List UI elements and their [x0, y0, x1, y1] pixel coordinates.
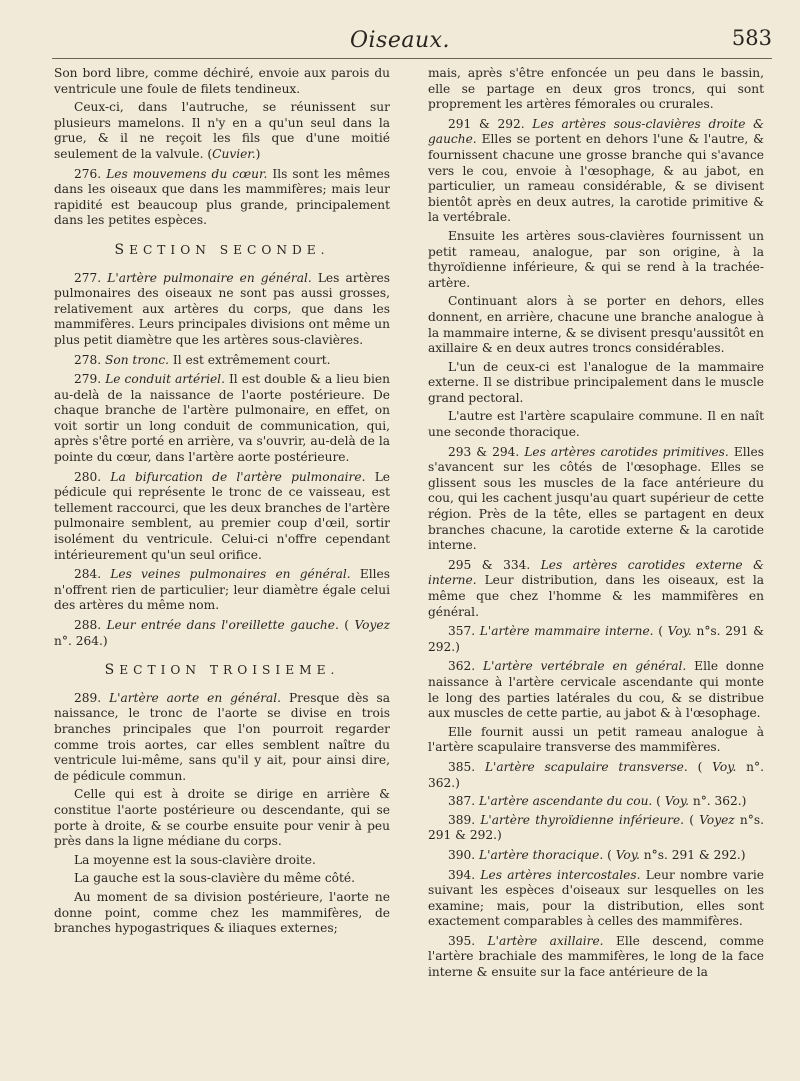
text-run: ( — [687, 759, 713, 774]
italic-text: Voy. — [712, 759, 737, 774]
paragraph — [428, 813, 764, 844]
text-run: Le pédicule qui représente le tronc de ce vaisseau, est tellement raccourci, que les deux branches de l'artère pulmonaire semblent, au premier coup d'œil, sortir isolément du ventricule. Celui-ci n'offre cependant intérieurement qu'un seul orifice. — [54, 469, 391, 562]
italic-text: Voy. — [667, 624, 692, 639]
text-run: 362. — [448, 659, 483, 674]
paragraph — [54, 100, 390, 162]
text-run: Les artères pulmonaires des oiseaux ne sont pas aussi grosses, relativement aux artères du corps, que dans les mammifères. Leurs principales divisions ont même un plus petit diamètre que les artères sous-clavières. — [54, 270, 390, 347]
text-run: 395. — [448, 933, 488, 948]
italic-text: L'artère aorte en général. — [109, 690, 282, 705]
paragraph — [428, 760, 764, 791]
paragraph — [428, 794, 764, 810]
italic-text: Les artères sous-clavières droite & gauche. — [428, 116, 764, 147]
text-run: 385. — [448, 759, 485, 774]
text-run: Elles se portent en dehors l'une & l'autre, & fournissent chacune une grosse branche qui s'avance vers le cou, envoie à l'œsophage, & au jabot, en particulier, un rameau considérable, & se divisent bientôt après en deux autres, la carotide primitive & la vertébrale. — [428, 132, 764, 225]
text-run: 389. — [448, 812, 481, 827]
paragraph — [428, 409, 764, 440]
text-run: L'autre est l'artère scapulaire commune. Il en naît une seconde thoracique. — [428, 409, 764, 440]
paragraph — [54, 470, 390, 564]
text-run: ( — [684, 812, 700, 827]
paragraph — [54, 271, 390, 349]
text-run: Presque dès sa naissance, le tronc de l'aorte se divise en trois branches principales que l'on pourroit regarder comme trois aortes, car elles semblent naître du ventricule lui-même, sans qu'il y ait, pour ainsi dire, de pédicule commun. — [54, 690, 390, 783]
text-run: Leur distribution, dans les oiseaux, est la même que chez l'homme & les mammifères en général. — [428, 573, 764, 619]
italic-text: Voy. — [615, 847, 640, 862]
italic-text: Son tronc. — [105, 352, 170, 367]
paragraph — [428, 445, 764, 554]
paragraph — [54, 787, 390, 849]
paragraph — [428, 294, 764, 356]
text-run: L'un de ceux-ci est l'analogue de la mammaire externe. Il se distribue principalement dans le muscle grand pectoral. — [428, 359, 764, 405]
text-run: ( — [652, 794, 665, 809]
text-run: mais, après s'être enfoncée un peu dans le bassin, elle se partage en deux gros troncs, qui sont proprement les artères fémorales ou crurales. — [428, 66, 764, 112]
italic-text: Les mouvemens du cœur. — [106, 166, 268, 181]
text-run: Il est extrêmement court. — [169, 352, 331, 367]
italic-text: L'artère thyroïdienne inférieure. — [480, 812, 685, 827]
paragraph — [54, 618, 390, 649]
italic-text: L'artère mammaire interne. — [479, 624, 654, 639]
italic-text: La bifurcation de l'artère pulmonaire. — [110, 469, 366, 484]
text-run: 276. — [74, 166, 107, 181]
paragraph — [428, 360, 764, 407]
text-run: 277. — [74, 270, 108, 285]
italic-text: L'artère ascendante du cou. — [479, 794, 653, 809]
text-run: n°s. 291 & 292.) — [639, 847, 746, 862]
italic-text: Leur entrée dans l'oreillette gauche. — [106, 618, 339, 632]
text-run: Ensuite les artères sous-clavières fournissent un petit rameau, analogue, par son origine, à la thyroïdienne inférieure, & qui se rend à la trachée-artère. — [428, 228, 764, 290]
right-column — [428, 66, 764, 984]
text-run: ) — [255, 146, 261, 161]
text-run: ( — [338, 618, 355, 632]
text-run: Elle donne naissance à l'artère cervicale ascendante qui monte le long des parties latérales du cou, & se distribue aux muscles de cette partie, au jabot & à l'œsophage. — [428, 659, 764, 721]
italic-text: Les veines pulmonaires en général. — [110, 567, 351, 582]
italic-text: Les artères carotides externe & interne. — [428, 557, 764, 588]
text-run: 291 & 292. — [448, 116, 533, 131]
text-run: ( — [603, 847, 616, 862]
text-run: 289. — [74, 690, 110, 705]
text-run: 394. — [448, 867, 481, 882]
running-title: Oiseaux. — [349, 28, 451, 53]
paragraph — [428, 558, 764, 620]
text-run: n°. 362.) — [428, 759, 764, 790]
text-run: La gauche est la sous-clavière du même côté. — [74, 871, 355, 886]
paragraph — [54, 691, 390, 785]
paragraph — [428, 848, 764, 864]
text-run: Ceux-ci, dans l'autruche, se réunissent sur plusieurs mamelons. Il n'y en a qu'un seul dans la grue, & il ne reçoit les fils que d'une moitié seulement de la valvule. ( — [54, 100, 390, 161]
text-run: Au moment de sa division postérieure, l'aorte ne donne point, comme chez les mammifères, de branches hypogastriques & iliaques externes; — [54, 889, 390, 936]
paragraph — [428, 117, 764, 226]
paragraph — [54, 372, 390, 466]
text-run: Elles n'offrent rien de particulier; leur diamètre égale celui des artères du même nom. — [54, 567, 390, 613]
paragraph — [428, 934, 764, 981]
italic-text: Les artères intercostales. — [480, 867, 641, 882]
section-heading: SECTION SECONDE. — [114, 241, 330, 258]
italic-text: Cuvier. — [212, 146, 256, 161]
italic-text: Voyez — [699, 812, 735, 827]
paragraph — [54, 353, 390, 369]
text-run: 284. — [74, 567, 111, 582]
italic-text: L'artère thoracique. — [479, 847, 604, 862]
text-run: 293 & 294. — [448, 444, 525, 459]
text-run: 278. — [74, 352, 106, 367]
italic-text: L'artère pulmonaire en général. — [107, 270, 312, 285]
italic-text: Le conduit artériel. — [105, 372, 225, 387]
text-run: Son bord libre, comme déchiré, envoie aux parois du ventricule une foule de filets tendineux. — [54, 66, 390, 96]
text-run: ( — [653, 624, 668, 639]
paragraph — [428, 624, 764, 655]
italic-text: L'artère scapulaire transverse. — [484, 759, 688, 774]
page-number: 583 — [731, 26, 772, 50]
paragraph — [428, 229, 764, 291]
text-run: n°. 362.) — [688, 794, 747, 809]
paragraph — [54, 567, 390, 614]
text-run: 280. — [74, 469, 111, 484]
paragraph — [54, 167, 390, 229]
italic-text: Voyez — [354, 618, 390, 632]
text-run: 390. — [448, 847, 480, 862]
left-column — [54, 66, 390, 940]
italic-text: Voy. — [664, 794, 689, 809]
text-run: Il est double & a lieu bien au-delà de la naissance de l'aorte postérieure. De chaque branche de l'artère pulmonaire, en effet, on voit sortir un long conduit de communication, qui, après s'être porté en arrière, va s'ouvrir, au-delà de la pointe du cœur, dans l'artère aorte postérieure. — [54, 372, 390, 465]
text-run: n°. 264.) — [54, 633, 108, 648]
text-run: La moyenne est la sous-clavière droite. — [74, 852, 316, 867]
text-run: 288. — [74, 618, 107, 632]
section-heading: SECTION TROISIEME. — [104, 662, 340, 679]
text-run: 387. — [448, 794, 480, 809]
paragraph — [428, 868, 764, 930]
paragraph — [54, 871, 390, 887]
text-run: Ils sont les mêmes dans les oiseaux que dans les mammifères; mais leur rapidité est beaucoup plus grande, principalement dans les petites espèces. — [54, 166, 390, 228]
paragraph — [428, 659, 764, 721]
paragraph — [54, 853, 390, 869]
text-run: 279. — [74, 372, 106, 387]
text-run: 357. — [448, 624, 480, 639]
paragraph — [54, 890, 390, 937]
text-run: n°s. 291 & 292.) — [428, 812, 764, 843]
text-run: Elle descend, comme l'artère brachiale des mammifères, le long de la face interne & ensuite sur la face antérieure de la — [428, 933, 764, 980]
header-rule — [52, 58, 772, 59]
paragraph — [428, 725, 764, 756]
text-run: n°s. 291 & 292.) — [428, 624, 764, 654]
text-run: Celle qui est à droite se dirige en arrière & constitue l'aorte postérieure ou descendante, qui se porte à droite, & se courbe ensuite pour venir à peu près dans la ligne médiane du corps. — [54, 787, 390, 849]
italic-text: L'artère axillaire. — [487, 933, 604, 948]
paragraph — [54, 66, 390, 97]
page-header — [0, 22, 800, 58]
paragraph — [428, 66, 764, 113]
italic-text: L'artère vertébrale en général. — [483, 659, 687, 674]
text-run: Elle fournit aussi un petit rameau analogue à l'artère scapulaire transverse des mammifères. — [428, 724, 764, 755]
text-run: 295 & 334. — [448, 557, 541, 572]
text-run: Continuant alors à se porter en dehors, elles donnent, en arrière, chacune une branche analogue à la mammaire interne, & se divisent presqu'aussitôt en axillaire & en deux autres troncs considérables. — [428, 294, 764, 356]
text-run: Leur nombre varie suivant les espèces d'oiseaux sur lesquelles on les examine; mais, pour la distribution, elles sont exactement comparables à celles des mammifères. — [428, 867, 765, 929]
text-run: Elles s'avancent sur les côtés de l'œsophage. Elles se glissent sous les muscles de la face antérieure du cou, qui les cachent jusqu'au quart supérieur de cette région. Près de la tête, elles se partagent en deux branches chacune, la carotide externe & la carotide interne. — [428, 444, 764, 553]
italic-text: Les artères carotides primitives. — [524, 444, 729, 459]
